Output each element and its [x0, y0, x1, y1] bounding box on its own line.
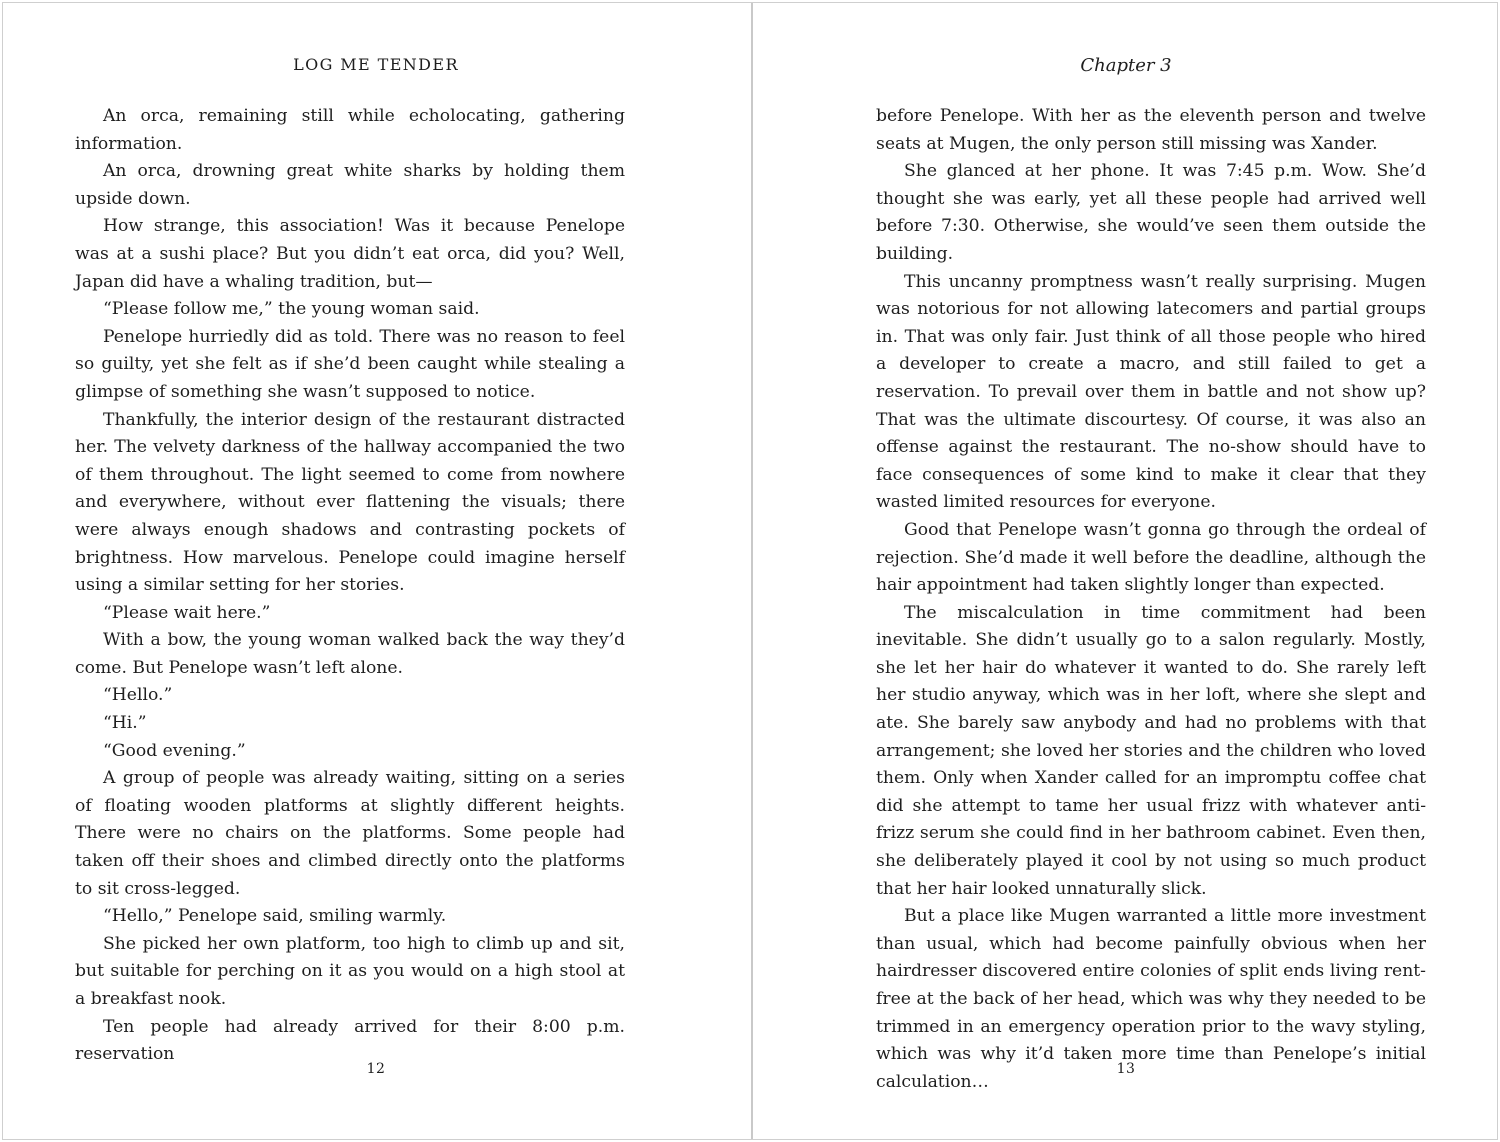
paragraph: Good that Penelope wasn’t gonna go through the ordeal of rejection. She’d made it well before the deadline, although the hair appointment had taken slightly longer than expected. — [876, 519, 1426, 596]
paragraph: Thankfully, the interior design of the restaurant distracted her. The velvety darkness of the hallway accompanied the two of them throughout. The light seemed to come from nowhere and everywhere, without ever flattening the visuals; there were always enough shadows and contrasting pockets of brightness. How marvelous. Penelope could imagine herself using a similar setting for her stories. — [75, 409, 625, 596]
paragraph: “Please follow me,” the young woman said. — [103, 299, 480, 320]
paragraph: Ten people had already arrived for their 8:00 p.m. reservation — [75, 1016, 625, 1065]
paragraph: Penelope hurriedly did as told. There was no reason to feel so guilty, yet she felt as if she’d been caught while stealing a glimpse of something she wasn’t supposed to notice. — [75, 326, 625, 402]
paragraph: This uncanny promptness wasn’t really surprising. Mugen was notorious for not allowing latecomers and partial groups in. That was only fair. Just think of all those people who hired a developer to create a macro, and still failed to get a reservation. To prevail over them in battle and not show up? That was the ultimate discourtesy. Of course, it was also an offense against the restaurant. The no-show should have to face consequences of some kind to make it clear that they wasted limited resources for everyone. — [876, 271, 1426, 513]
paragraph: An orca, remaining still while echolocating, gathering information. — [75, 106, 625, 154]
paragraph: “Hello,” Penelope said, smiling warmly. — [103, 906, 447, 927]
paragraph: The miscalculation in time commitment had been inevitable. She didn’t usually go to a salon regularly. Mostly, she let her hair do whatever it wanted to do. She rarely left her studio anyway, which was in her loft, where she slept and ate. She barely saw anybody and had no problems with that arrangement; she loved her stories and the children who loved them. Only when Xander called for an impromptu coffee chat did she attempt to tame her usual frizz with whatever anti-frizz serum she could find in her bathroom cabinet. Even then, she deliberately played it cool by not using so much product that her hair looked unnaturally slick. — [876, 602, 1426, 899]
paragraph: She picked her own platform, too high to climb up and sit, but suitable for perching on it as you would on a high stool at a breakfast nook. — [75, 933, 625, 1009]
page-number: 13 — [1116, 1061, 1136, 1077]
paragraph: An orca, drowning great white sharks by holding them upside down. — [75, 161, 625, 209]
paragraph: With a bow, the young woman walked back the way they’d come. But Penelope wasn’t left alone. — [75, 630, 625, 678]
left-page-body — [75, 103, 625, 1069]
paragraph: A group of people was already waiting, sitting on a series of floating wooden platforms at slightly different heights. There were no chairs on the platforms. Some people had taken off their shoes and climbed directly onto the platforms to sit cross-legged. — [75, 768, 625, 899]
paragraph: “Hello.” — [103, 685, 173, 706]
paragraph: “Hi.” — [103, 713, 147, 734]
book-spread — [2, 2, 1498, 1140]
paragraph: But a place like Mugen warranted a little more investment than usual, which had become painfully obvious when her hairdresser discovered entire colonies of split ends living rent-free at the back of her head, which was why they needed to be trimmed in an emergency operation prior to the wavy styling, which was why it’d taken more time than Penelope’s initial calculation… — [876, 906, 1426, 1092]
right-page-body — [876, 103, 1426, 1096]
page-number: 12 — [366, 1061, 386, 1077]
paragraph: She glanced at her phone. It was 7:45 p.m. Wow. She’d thought she was early, yet all these people had arrived well before 7:30. Otherwise, she would’ve seen them outside the building. — [876, 161, 1426, 264]
paragraph: “Good evening.” — [103, 740, 246, 761]
running-head-book-title: LOG ME TENDER — [293, 55, 459, 74]
left-page — [3, 3, 749, 1139]
paragraph: How strange, this association! Was it because Penelope was at a sushi place? But you didn’t eat orca, did you? Well, Japan did have a whaling tradition, but— — [75, 216, 625, 292]
right-page — [753, 3, 1499, 1139]
paragraph: “Please wait here.” — [103, 602, 271, 623]
running-head-chapter: Chapter 3 — [1080, 55, 1172, 76]
continued-paragraph: before Penelope. With her as the eleventh person and twelve seats at Mugen, the only person still missing was Xander. — [876, 106, 1426, 154]
